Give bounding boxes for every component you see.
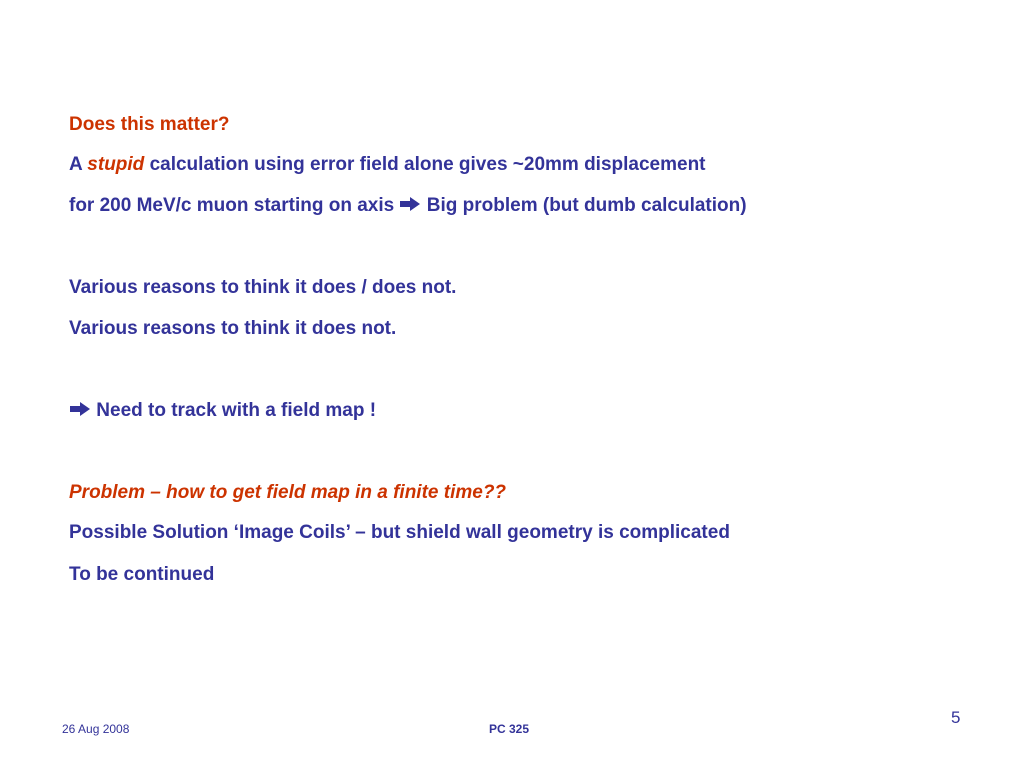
to-be-continued-line: To be continued [69,564,215,585]
reasons-does-not-line: Various reasons to think it does not. [69,318,397,339]
line-prefix: A [69,154,88,175]
line-rest: calculation using error field alone gives ~20mm displacement [144,154,706,175]
stupid-calculation-line [69,155,706,174]
problem-line: Problem – how to get field map in a finite time?? [69,482,507,503]
right-arrow-icon [69,402,91,416]
field-map-text: Need to track with a field map ! [91,400,377,421]
field-map-line [69,401,376,420]
question-heading: Does this matter? [69,114,230,135]
right-arrow-icon [399,197,421,211]
footer-date: 26 Aug 2008 [62,722,130,736]
line-after-arrow: Big problem (but dumb calculation) [421,195,747,216]
possible-solution-line: Possible Solution ‘Image Coils’ – but shield wall geometry is complicated [69,522,730,543]
line-before-arrow: for 200 MeV/c muon starting on axis [69,195,400,216]
stupid-emphasis: stupid [87,154,145,175]
page-number: 5 [951,708,961,727]
muon-axis-line [69,196,747,215]
reasons-does-does-not-line: Various reasons to think it does / does not. [69,277,457,298]
footer-title: PC 325 [489,722,530,736]
